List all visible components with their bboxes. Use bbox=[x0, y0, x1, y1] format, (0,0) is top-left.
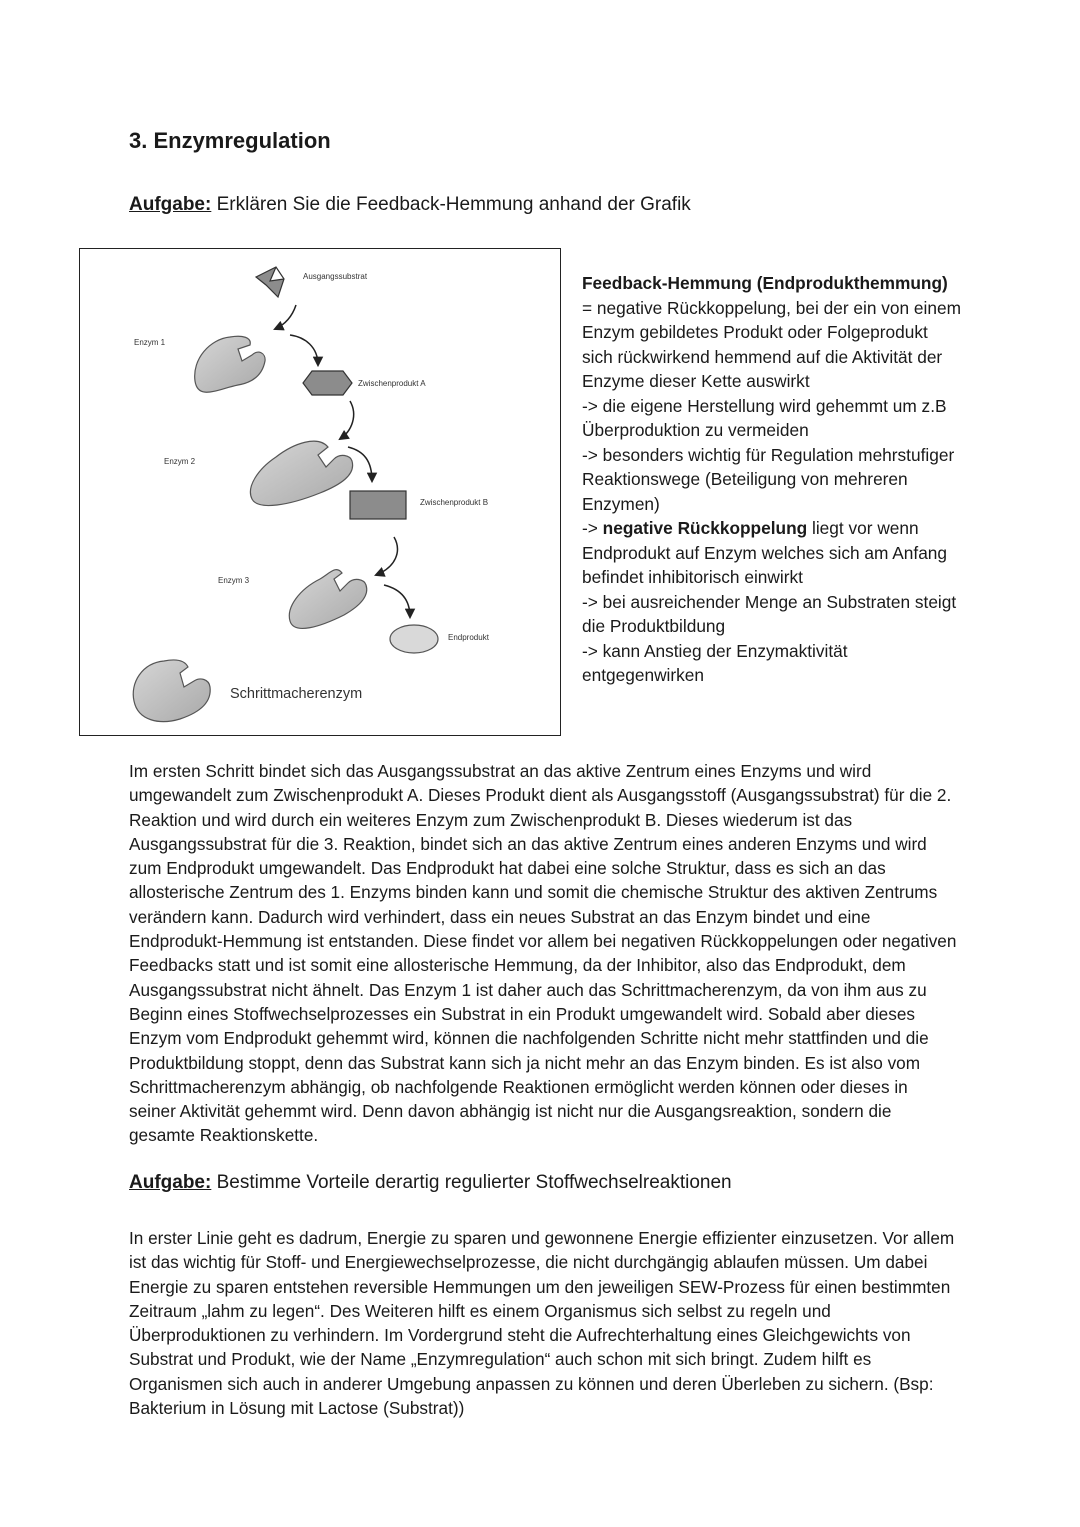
label-end-product: Endprodukt bbox=[448, 633, 489, 642]
notes-point-3 bbox=[582, 516, 962, 590]
notes-definition: = negative Rückkoppelung, bei der ein von einem Enzym gebildetes Produkt oder Folgeprodukt sich rückwirkend hemmend auf die Aktivität der Enzyme dieser Kette auswirkt bbox=[582, 297, 961, 391]
notes-point-2: -> besonders wichtig für Regulation mehrstufiger Reaktionswege (Beteiligung von mehreren Enzymen) bbox=[582, 444, 955, 514]
task-2-label: Aufgabe: bbox=[129, 1172, 212, 1193]
explanation-paragraph: Im ersten Schritt bindet sich das Ausgangssubstrat an das aktive Zentrum eines Enzyms und wird umgewandelt zum Zwischenprodukt A. Dieses Produkt dient als Ausgangsstoff (Ausgangssubstrat) für die 2. Reaktion und wird durch ein weiteres Enzym zum Zwischenprodukt B. Dieses wiederum ist das Ausgangssubstrat für die 3. Reaktion, bindet sich an das aktive Zentrum eines anderen Enzyms und wird zum Endprodukt umgewandelt. Das Endprodukt hat dabei eine solche Struktur, dass es sich an das allosterische Zentrum des 1. Enzyms binden kann und somit die chemische Struktur des aktiven Zentrums verändern kann. Dadurch wird verhindert, dass ein neues Substrat an das Enzym bindet und eine Endprodukt-Hemmung ist entstanden. Diese findet vor allem bei negativen Rückkoppelungen oder negativen Feedbacks statt und ist somit eine allosterische Hemmung, da der Inhibitor, also das Endprodukt, dem Ausgangssubstrat nicht ähnelt. Das Enzym 1 ist daher auch das Schrittmacherenzym, da von ihm aus zu Beginn eines Stoffwechselprozesses ein Substrat in ein Produkt umgewandelt wird. Sobald aber dieses Enzym vom Endprodukt gehemmt wird, können die nachfolgenden Schritte nicht mehr stattfinden und die Produktbildung stoppt, denn das Substrat kann sich ja nicht mehr an das Enzym binden. Es ist also vom Schrittmacherenzym abhängig, ob nachfolgende Reaktionen ermöglicht werden können oder dieses in seiner Aktivität gehemmt wird. Denn davon abhängig ist nicht nur die Ausgangsreaktion, sondern die gesamte Reaktionskette. bbox=[129, 761, 957, 1146]
label-intermediate-a: Zwischenprodukt A bbox=[358, 379, 426, 388]
pathway-diagram bbox=[80, 249, 562, 737]
arrow-enzyme1-to-intermediate-a bbox=[290, 335, 318, 365]
arrow-substrate-to-enzyme1 bbox=[275, 305, 296, 329]
arrow-enzyme3-to-end-product bbox=[384, 585, 410, 617]
label-enzyme-2: Enzym 2 bbox=[164, 457, 196, 466]
end-product-shape bbox=[390, 625, 438, 653]
arrow-intermediate-a-to-enzyme2 bbox=[340, 401, 354, 439]
notes-point-3-bold: negative Rückkoppelung bbox=[602, 518, 808, 538]
arrow-intermediate-b-to-enzyme3 bbox=[376, 537, 397, 575]
advantages-paragraph: In erster Linie geht es dadrum, Energie zu sparen und gewonnene Energie effizienter einzusetzen. Vor allem ist das wichtig für Stoff- und Energiewechselprozesse, die nicht durchgängig ablaufen müssen. Um dabei Energie zu sparen entstehen reversible Hemmungen um den jeweiligen SEW-Prozess für einen bestimmten Zeitraum „lahm zu legen“. Des Weiteren hilft es einem Organismus sich selbst zu regeln und Überproduktionen zu verhindern. Im Vordergrund steht die Aufrechterhaltung eines Gleichgewichts von Substrat und Produkt, wie der Name „Enzymregulation“ auch schon mit sich bringt. Zudem hilft es Organismen sich auch in anderer Umgebung anpassen zu können und deren Überleben zu sichern. (Bsp: Bakterium in Lösung mit Lactose (Substrat)) bbox=[129, 1228, 955, 1419]
task-2-text: Bestimme Vorteile derartig regulierter Stoffwechselreaktionen bbox=[211, 1172, 732, 1193]
task-1-label: Aufgabe: bbox=[129, 194, 212, 215]
label-enzyme-1: Enzym 1 bbox=[134, 338, 166, 347]
notes-point-4: -> bei ausreichender Menge an Substraten steigt die Produktbildung bbox=[582, 591, 957, 636]
section-heading: 3. Enzymregulation bbox=[129, 128, 331, 153]
task-2 bbox=[129, 1172, 732, 1194]
enzyme-2-shape bbox=[250, 441, 352, 505]
substrate-shape bbox=[256, 267, 284, 297]
feedback-inhibition-figure bbox=[79, 248, 561, 736]
task-1-text: Erklären Sie die Feedback-Hemmung anhand der Grafik bbox=[211, 194, 691, 215]
notes-point-1: -> die eigene Herstellung wird gehemmt um z.B Überproduktion zu vermeiden bbox=[582, 395, 947, 440]
notes-point-3-prefix: -> bbox=[582, 518, 603, 538]
label-enzyme-3: Enzym 3 bbox=[218, 576, 250, 585]
feedback-inhibition-notes bbox=[582, 271, 962, 688]
intermediate-a-shape bbox=[303, 371, 352, 395]
notes-title: Feedback-Hemmung (Endprodukthemmung) bbox=[582, 273, 948, 293]
label-intermediate-b: Zwischenprodukt B bbox=[420, 498, 489, 507]
enzyme-3-shape bbox=[289, 570, 366, 629]
notes-point-3-rest: liegt vor wenn Endprodukt auf Enzym welches sich am Anfang befindet inhibitorisch einwirkt bbox=[582, 518, 948, 587]
notes-point-5: -> kann Anstieg der Enzymaktivität entgegenwirken bbox=[582, 640, 848, 685]
intermediate-b-shape bbox=[350, 491, 406, 519]
pacemaker-enzyme-shape bbox=[133, 660, 210, 722]
task-1 bbox=[129, 194, 691, 216]
label-pacemaker-enzyme: Schrittmacherenzym bbox=[230, 686, 363, 702]
label-substrate: Ausgangssubstrat bbox=[303, 272, 368, 281]
enzyme-1-shape bbox=[195, 336, 265, 392]
